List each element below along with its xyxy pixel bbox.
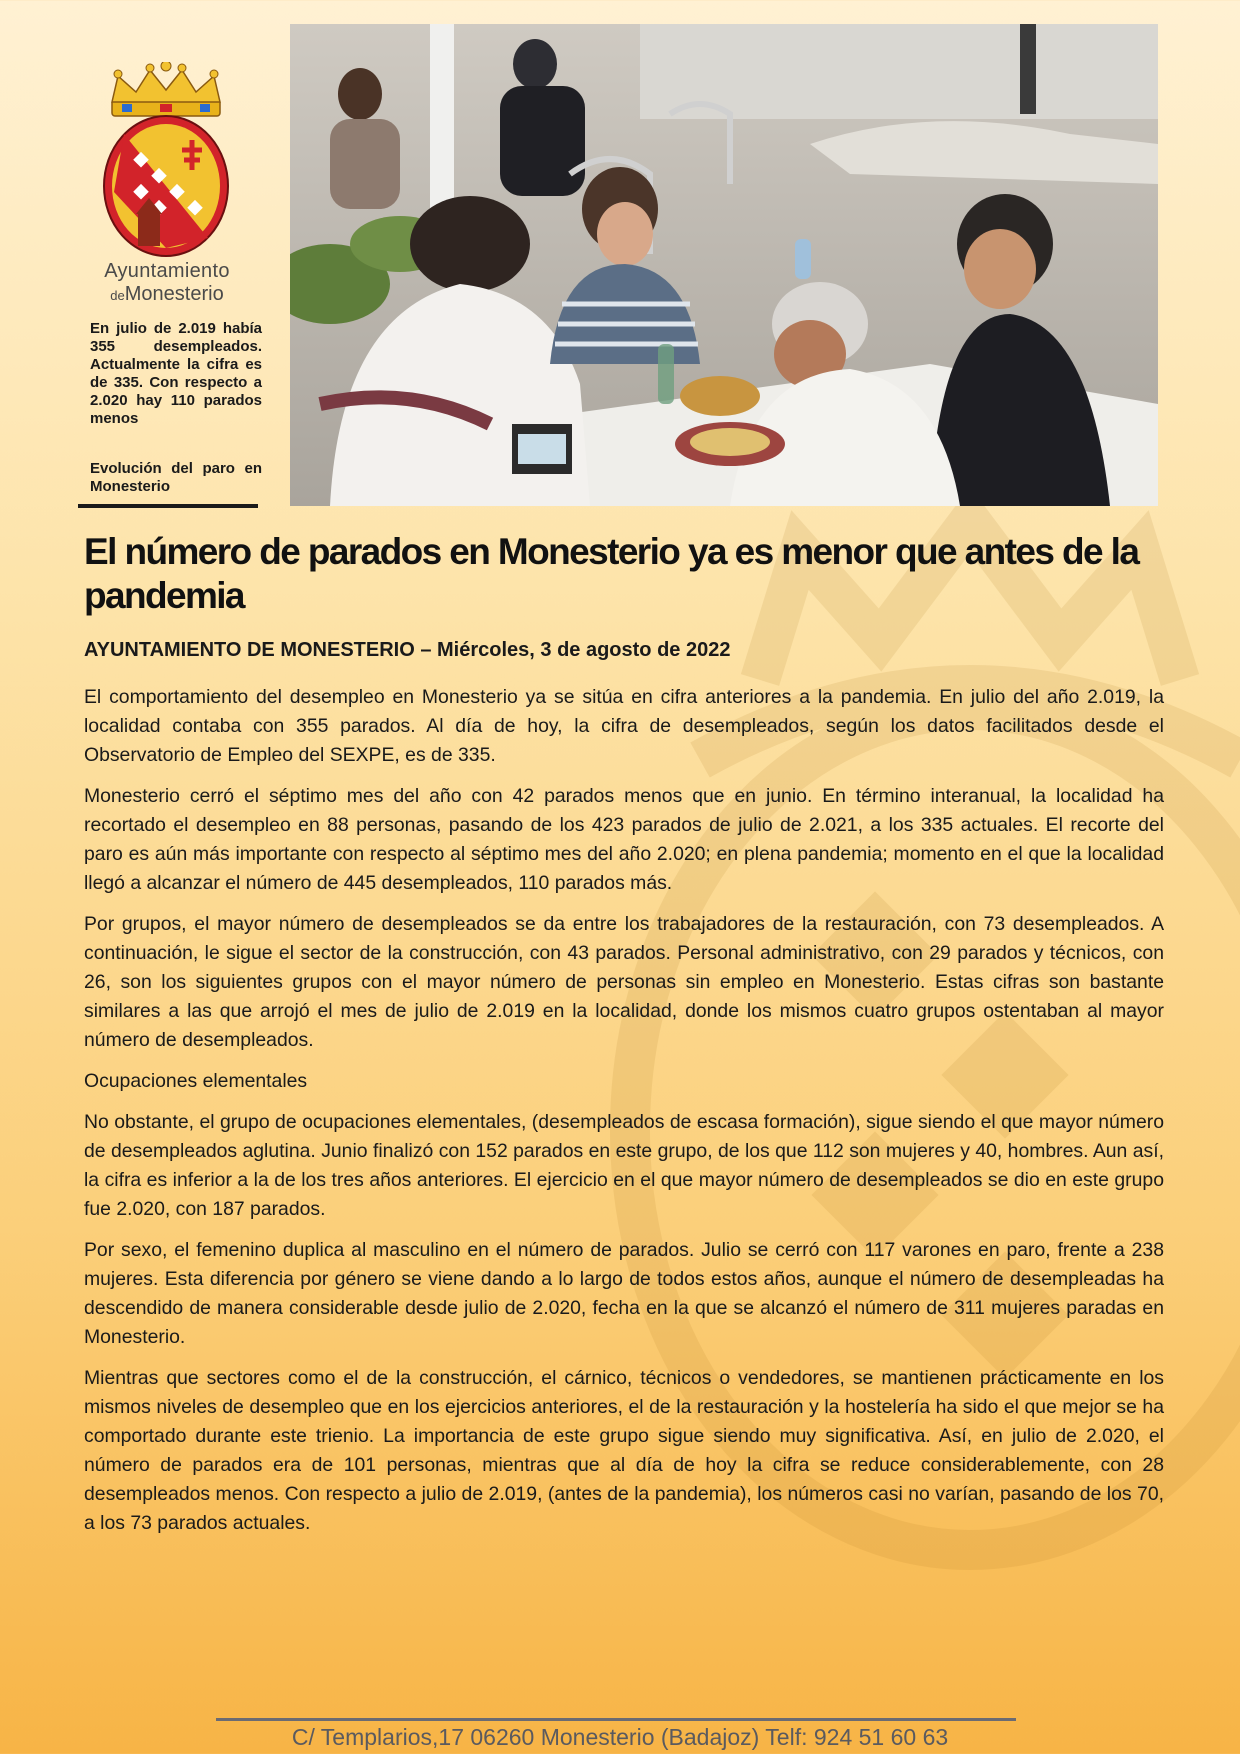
article-paragraph-6: Mientras que sectores como el de la construcción, el cárnico, técnicos o vendedores, se mantienen prácticamente en los mismos niveles de desempleo que en los ejercicios anteriores, el de la restauración y la hostelería ha sido el que mejor se ha comportado durante este trienio. La importancia de este grupo sigue siendo muy significativa. Así, en julio de 2.020, el número de parados era de 101 personas, mientras que al día de hoy la cifra se reduce considerablemente, con 28 desempleados menos. Con respecto a julio de 2.019, (antes de la pandemia), los números casi no varían, pasando de los 70, a los 73 parados actuales.	[84, 1367, 1164, 1534]
article-paragraph-3: Por grupos, el mayor número de desempleados se da entre los trabajadores de la restauración, con 73 desempleados. A continuación, le sigue el sector de la construcción, con 43 parados. Personal administrativo, con 29 parados y técnicos, con 26, son los siguientes grupos con el mayor número de personas sin empleo en Monesterio. Estas cifras son bastante similares a las que arrojó el mes de julio de 2.019 en la localidad, donde los mismos cuatro grupos ostentaban al mayor número de desempleados.	[84, 913, 1164, 1051]
footer-divider	[216, 1718, 1016, 1721]
article-headline: El número de parados en Monesterio ya es menor que antes de la pandemia	[84, 531, 1139, 616]
restaurant-terrace-photo-icon	[290, 24, 1158, 506]
logo-town-name: Monesterio	[124, 283, 224, 305]
logo-line-ayuntamiento: Ayuntamiento	[104, 260, 230, 282]
article-paragraph-1: El comportamiento del desempleo en Monesterio ya se sitúa en cifra anteriores a la pandemia. En julio del año 2.019, la localidad contaba con 355 parados. Al día de hoy, la cifra de desempleados, según los datos facilitados desde el Observatorio de Empleo del SEXPE, es de 335.	[84, 686, 1164, 766]
footer-address: C/ Templarios,17 06260 Monesterio (Badajoz) Telf: 924 51 60 63	[291, 1724, 949, 1750]
article-paragraph-2: Monesterio cerró el séptimo mes del año con 42 parados menos que en junio. En término interanual, la localidad ha recortado el desempleo en 88 personas, pasando de los 423 parados de julio de 2.021, a los 335 actuales. El recorte del paro es aún más importante con respecto al séptimo mes del año 2.020; en plena pandemia; momento en el que la localidad llegó a alcanzar el número de 445 desempleados, 110 parados más.	[84, 785, 1164, 894]
coat-of-arms-icon	[96, 62, 236, 262]
article-paragraph-5: Por sexo, el femenino duplica al masculino en el número de parados. Julio se cerró con 117 varones en paro, frente a 238 mujeres. Esta diferencia por género se viene dando a lo largo de todos estos años, aunque el número de desempleadas ha descendido de manera considerable desde julio de 2.020, fecha en la que se alcanzó el número de 311 mujeres paradas en Monesterio.	[84, 1239, 1164, 1348]
article-subheading: Ocupaciones elementales	[84, 1070, 308, 1092]
logo-prefix: de	[110, 288, 125, 303]
logo-line-monesterio	[78, 282, 256, 308]
municipality-logo-text	[78, 260, 256, 308]
article-paragraph-4: No obstante, el grupo de ocupaciones elementales, (desempleados de escasa formación), sigue siendo el que mayor número de desempleados aglutina. Junio finalizó con 152 parados en este grupo, de los que 112 son mujeres y 40, hombres. Aun así, la cifra es inferior a la de los tres años anteriores. El ejercicio en el que mayor número de desempleados se dio en este grupo fue 2.020, con 187 parados.	[84, 1111, 1164, 1220]
article-byline: AYUNTAMIENTO DE MONESTERIO – Miércoles, 3 de agosto de 2022	[84, 639, 731, 661]
sidebar-stat-caption: En julio de 2.019 había 355 desempleados. Actualmente la cifra es de 335. Con respecto a 2.020 hay 110 parados menos	[90, 320, 262, 427]
article-body	[84, 683, 1164, 1550]
caption-divider	[78, 504, 258, 508]
sidebar-caption-subtitle: Evolución del paro en Monesterio	[90, 460, 262, 495]
article-photo	[290, 24, 1158, 506]
